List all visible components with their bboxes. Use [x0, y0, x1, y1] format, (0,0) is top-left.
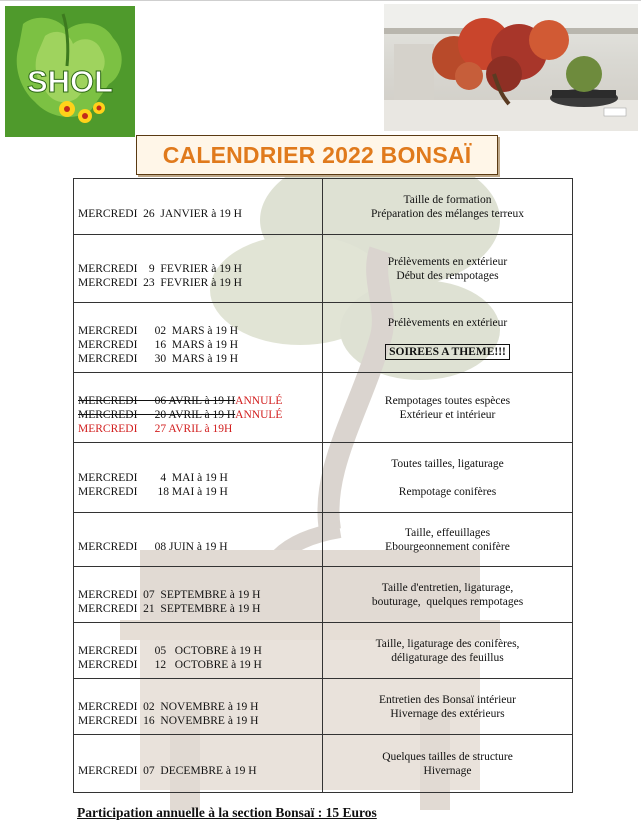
session-date-text: MERCREDI 12 OCTOBRE à 19 H	[78, 658, 262, 671]
session-date-text: MERCREDI 30 MARS à 19 H	[78, 352, 239, 365]
calendar-table	[73, 178, 573, 793]
session-date-text: MERCREDI 16 MARS à 19 H	[78, 338, 239, 351]
calendar-row	[74, 735, 573, 793]
calendar-row	[74, 679, 573, 735]
session-date	[78, 602, 318, 616]
calendar-row	[74, 179, 573, 235]
session-dates-cell	[74, 735, 323, 793]
session-topics-cell	[323, 373, 573, 443]
session-topic-text: bouturage, quelques rempotages	[371, 595, 524, 608]
session-topic	[327, 457, 568, 471]
logo-text: SHOL	[26, 64, 114, 99]
session-date-text: MERCREDI 27 AVRIL à 19H	[78, 422, 233, 435]
session-topic-text: Extérieur et intérieur	[399, 408, 496, 421]
cancelled-label: ANNULÉ	[235, 394, 283, 407]
session-date	[78, 262, 318, 276]
session-date	[78, 338, 318, 352]
session-topic-text: Taille, effeuillages	[404, 526, 491, 539]
session-date-text: MERCREDI 4 MAI à 19 H	[78, 471, 228, 484]
session-date	[78, 276, 318, 290]
session-topics-cell	[323, 679, 573, 735]
session-date	[78, 422, 318, 436]
session-date	[78, 764, 318, 778]
session-topic-text: Prélèvements en extérieur	[387, 316, 508, 329]
session-date-text: MERCREDI 9 FEVRIER à 19 H	[78, 262, 242, 275]
page-title: CALENDRIER 2022 BONSAÏ	[162, 141, 472, 168]
session-topics-cell	[323, 623, 573, 679]
calendar-row	[74, 373, 573, 443]
session-topic-text: Début des rempotages	[396, 269, 499, 282]
session-topic	[327, 207, 568, 221]
session-date	[78, 207, 318, 221]
session-date-text: MERCREDI 16 NOVEMBRE à 19 H	[78, 714, 259, 727]
session-dates-cell	[74, 179, 323, 235]
session-topic	[327, 540, 568, 554]
calendar-row	[74, 513, 573, 567]
session-date-text: MERCREDI 02 MARS à 19 H	[78, 324, 239, 337]
session-topic-text: Ebourgeonnement conifère	[385, 540, 510, 553]
session-topic	[327, 526, 568, 540]
session-topic-text: Taille de formation	[403, 193, 492, 206]
calendar-row	[74, 443, 573, 513]
session-topic	[327, 595, 568, 609]
session-topic	[327, 344, 568, 360]
session-topic-text: Quelques tailles de structure	[382, 750, 513, 763]
session-topic	[327, 193, 568, 207]
session-topics-cell	[323, 179, 573, 235]
session-topics-cell	[323, 513, 573, 567]
session-topic	[327, 316, 568, 330]
session-date	[78, 540, 318, 554]
session-dates-cell	[74, 679, 323, 735]
session-date	[78, 324, 318, 338]
session-topic	[327, 693, 568, 707]
session-dates-cell	[74, 373, 323, 443]
session-date	[78, 588, 318, 602]
session-date-text: MERCREDI 18 MAI à 19 H	[78, 485, 228, 498]
spacer	[327, 330, 568, 344]
session-date	[78, 644, 318, 658]
session-topic	[327, 637, 568, 651]
session-topics-cell	[323, 303, 573, 373]
session-topics-cell	[323, 567, 573, 623]
session-topic	[327, 764, 568, 778]
cancelled-label: ANNULÉ	[235, 408, 283, 421]
session-topic	[327, 581, 568, 595]
session-topic-text: Entretien des Bonsaï intérieur	[378, 693, 516, 706]
session-topic	[327, 408, 568, 422]
footer-note: Participation annuelle à la section Bonsaï : 15 Euros	[77, 805, 377, 820]
shol-logo	[5, 6, 135, 137]
theme-evenings-badge: SOIREES A THEME!!!	[385, 344, 510, 360]
session-dates-cell	[74, 443, 323, 513]
bonsai-photo	[384, 4, 638, 131]
calendar-row	[74, 235, 573, 303]
session-date	[78, 485, 318, 499]
session-date-text: MERCREDI 07 SEPTEMBRE à 19 H	[78, 588, 261, 601]
session-topic	[327, 269, 568, 283]
session-date	[78, 714, 318, 728]
session-topic-text: Taille d'entretien, ligaturage,	[381, 581, 514, 594]
session-topic	[327, 707, 568, 721]
session-date-text: MERCREDI 20 AVRIL à 19 H	[78, 408, 236, 421]
session-date	[78, 658, 318, 672]
session-topic-text: Prélèvements en extérieur	[387, 255, 508, 268]
calendar-row	[74, 303, 573, 373]
session-dates-cell	[74, 513, 323, 567]
session-topic-text: Rempotage conifères	[398, 485, 497, 498]
session-dates-cell	[74, 303, 323, 373]
session-date-text: MERCREDI 26 JANVIER à 19 H	[78, 207, 242, 220]
session-topics-cell	[323, 235, 573, 303]
session-topics-cell	[323, 735, 573, 793]
session-topic	[327, 485, 568, 499]
session-topics-cell	[323, 443, 573, 513]
session-date-text: MERCREDI 06 AVRIL à 19 H	[78, 394, 236, 407]
session-topic	[327, 651, 568, 665]
session-topic-text: Hivernage	[423, 764, 472, 777]
session-topic-text: Rempotages toutes espèces	[384, 394, 511, 407]
session-topic	[327, 750, 568, 764]
session-dates-cell	[74, 623, 323, 679]
session-date	[78, 352, 318, 366]
session-dates-cell	[74, 235, 323, 303]
session-date-text: MERCREDI 02 NOVEMBRE à 19 H	[78, 700, 259, 713]
session-date	[78, 408, 318, 422]
session-topic	[327, 394, 568, 408]
session-topic-text: Hivernage des extérieurs	[390, 707, 505, 720]
session-date-text: MERCREDI 23 FEVRIER à 19 H	[78, 276, 242, 289]
session-date-text: MERCREDI 07 DECEMBRE à 19 H	[78, 764, 257, 777]
top-rule	[0, 0, 641, 1]
session-date	[78, 471, 318, 485]
session-topic-text: Préparation des mélanges terreux	[371, 207, 524, 220]
session-dates-cell	[74, 567, 323, 623]
session-topic-text: Taille, ligaturage des conifères,	[375, 637, 520, 650]
session-topic-text: Toutes tailles, ligaturage	[391, 457, 504, 470]
session-topic-text: déligaturage des feuillus	[391, 651, 504, 664]
title-box	[136, 135, 498, 175]
calendar-row	[74, 567, 573, 623]
session-topic	[327, 255, 568, 269]
calendar-row	[74, 623, 573, 679]
session-date-text: MERCREDI 08 JUIN à 19 H	[78, 540, 228, 553]
session-date-text: MERCREDI 21 SEPTEMBRE à 19 H	[78, 602, 261, 615]
leaf-logo-icon	[5, 6, 135, 137]
spacer	[327, 471, 568, 485]
session-date	[78, 700, 318, 714]
session-date-text: MERCREDI 05 OCTOBRE à 19 H	[78, 644, 262, 657]
session-date	[78, 394, 318, 408]
